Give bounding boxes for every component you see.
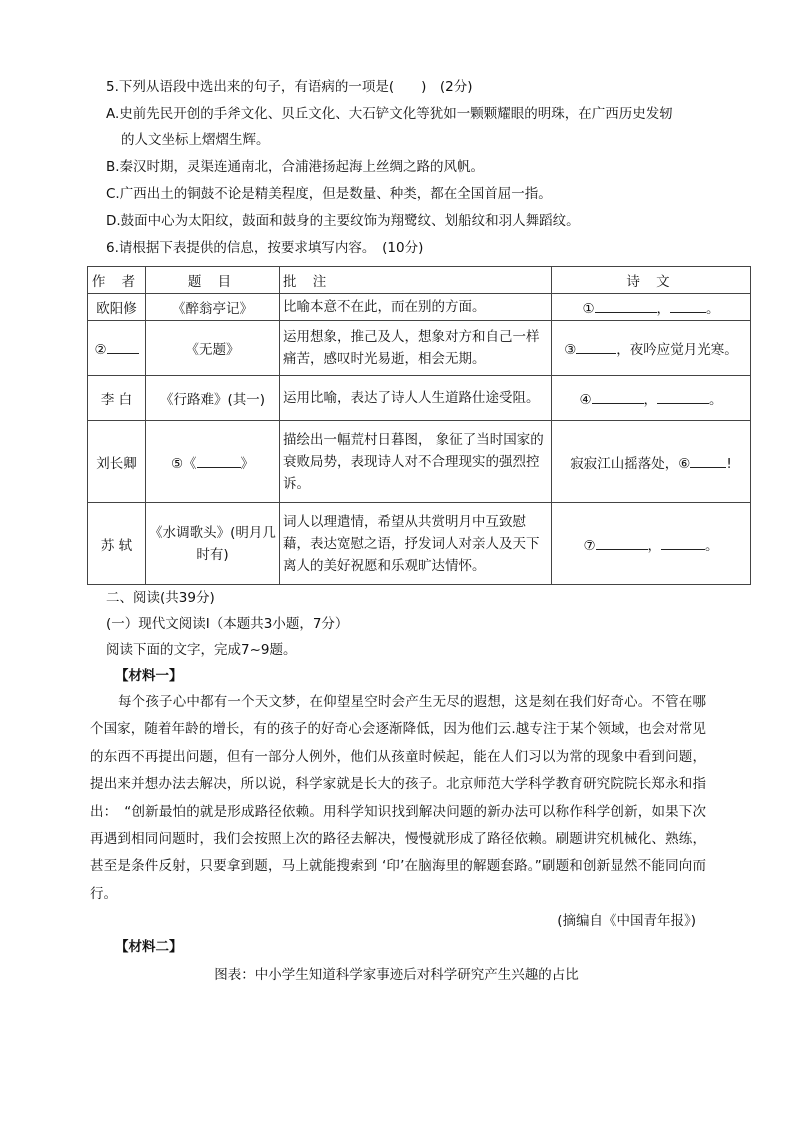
header-note: 批 注 — [280, 267, 552, 294]
material1-source: (摘编自《中国青年报》) — [557, 913, 696, 929]
cell-author: 刘长卿 — [88, 421, 146, 503]
verse-text: ，夜吟应觉月光寒。 — [616, 342, 738, 358]
header-author: 作 者 — [88, 267, 146, 294]
cell-title: 《水调歌头》(明月几时有) — [146, 503, 280, 585]
header-verse: 诗 文 — [552, 267, 751, 294]
cell-note: 比喻本意不在此，而在别的方面。 — [280, 294, 552, 321]
cell-title: 《行路难》(其一) — [146, 376, 280, 421]
table-row — [88, 503, 751, 585]
cell-verse — [552, 421, 751, 503]
cell-verse — [552, 321, 751, 376]
material2-label: 【材料二】 — [115, 939, 183, 955]
cell-title: 《醉翁亭记》 — [146, 294, 280, 321]
material1-label: 【材料一】 — [115, 668, 183, 684]
q5-option-c: C.广西出土的铜鼓不论是精美程度，但是数量、种类，都在全国首屈一指。 — [106, 186, 552, 202]
reading-section-title: 二、阅读(共39分) — [106, 590, 215, 606]
header-title: 题 目 — [146, 267, 280, 294]
cell-verse — [552, 376, 751, 421]
title-suffix: 》 — [240, 455, 255, 472]
verse-sep: ， — [647, 537, 662, 554]
answer-blank[interactable] — [657, 389, 709, 404]
answer-blank[interactable] — [592, 389, 644, 404]
answer-blank[interactable] — [107, 339, 139, 354]
title-prefix: ⑤《 — [170, 455, 197, 472]
cell-author: 李 白 — [88, 376, 146, 421]
verse-end: 。 — [706, 301, 720, 317]
verse-sep: ， — [656, 301, 671, 317]
q5-option-d: D.鼓面中心为太阳纹，鼓面和鼓身的主要纹饰为翔鹭纹、划船纹和羽人舞蹈纹。 — [106, 213, 580, 229]
verse-end: ! — [726, 455, 732, 472]
verse-prefix: ③ — [564, 342, 577, 358]
verse-prefix: ④ — [579, 392, 592, 408]
q5-option-a-cont: 的人文坐标上熠熠生辉。 — [121, 132, 270, 148]
answer-blank[interactable] — [661, 535, 705, 550]
cell-note: 运用想象，推己及人，想象对方和自己一样痛苦，感叹时光易逝，相会无期。 — [280, 321, 552, 376]
table-row — [88, 421, 751, 503]
verse-end: 。 — [705, 537, 719, 554]
reading-instruction: 阅读下面的文字，完成7~9题。 — [106, 642, 297, 658]
cell-author — [88, 321, 146, 376]
verse-prefix: 寂寂江山摇落处，⑥ — [570, 455, 691, 472]
cell-author: 欧阳修 — [88, 294, 146, 321]
table-row — [88, 321, 751, 376]
answer-blank[interactable] — [670, 298, 706, 313]
cell-title: 《无题》 — [146, 321, 280, 376]
cell-title — [146, 421, 280, 503]
answer-blank[interactable] — [690, 453, 726, 468]
cell-note: 运用比喻，表达了诗人人生道路仕途受阻。 — [280, 376, 552, 421]
q5-option-a: A.史前先民开创的手斧文化、贝丘文化、大石铲文化等犹如一颗颗耀眼的明珠，在广西历史发轫 — [106, 106, 673, 122]
author-prefix: ② — [94, 341, 107, 358]
cell-author: 苏 轼 — [88, 503, 146, 585]
q6-stem: 6.请根据下表提供的信息，按要求填写内容。 (10分) — [106, 240, 424, 256]
cell-verse — [552, 294, 751, 321]
verse-prefix: ① — [582, 301, 595, 317]
chart-caption: 图表：中小学生知道科学家事迹后对科学研究产生兴趣的占比 — [214, 967, 579, 983]
material1-text: 每个孩子心中都有一个天文梦，在仰望星空时会产生无尽的遐想，这是刻在我们好奇心。不管在哪个国家，随着年龄的增长，有的孩子的好奇心会逐渐降低，因为他们云.越专注于某个领域，也会对常见的东西不再提出问题，但有一部分人例外，他们从孩童时候起，能在人们习以为常的现象中看到问题，提出来并想办法去解决，所以说，科学家就是长大的孩子。北京师范大学科学教育研究院院长郑永和指出： “创新最怕的就是形成路径依赖。用科学知识找到解决问题的新办法可以称作科学创新，如果下次再遇到相同问题时，我们会按照上次的路径去解决，慢慢就形成了路径依赖。刷题讲究机械化、熟练，甚至是条件反射，只要拿到题，马上就能搜索到 ‘印’在脑海里的解题套路。”刷题和创新显然不能同向而行。 — [90, 694, 706, 902]
table-row — [88, 294, 751, 321]
poem-table — [87, 266, 751, 585]
cell-note: 词人以理遣情，希望从共赏明月中互致慰藉，表达宽慰之语，抒发词人对亲人及天下离人的美好祝愿和乐观旷达情怀。 — [280, 503, 552, 585]
cell-note: 描绘出一幅荒村日暮图， 象征了当时国家的衰败局势，表现诗人对不合理现实的强烈控诉。 — [280, 421, 552, 503]
answer-blank[interactable] — [595, 298, 657, 313]
verse-end: 。 — [709, 392, 723, 408]
table-header-row — [88, 267, 751, 294]
verse-prefix: ⑦ — [583, 537, 596, 554]
answer-blank[interactable] — [576, 339, 616, 354]
answer-blank[interactable] — [197, 453, 241, 468]
q5-option-b: B.秦汉时期，灵渠连通南北，合浦港扬起海上丝绸之路的风帆。 — [106, 159, 485, 175]
table-row — [88, 376, 751, 421]
q5-stem: 5.下列从语段中选出来的句子，有语病的一项是( ) (2分) — [106, 79, 473, 95]
reading-subtitle: (一）现代文阅读Ⅰ（本题共3小题，7分） — [106, 616, 349, 632]
verse-sep: ， — [643, 392, 658, 408]
answer-blank[interactable] — [596, 535, 648, 550]
cell-verse — [552, 503, 751, 585]
